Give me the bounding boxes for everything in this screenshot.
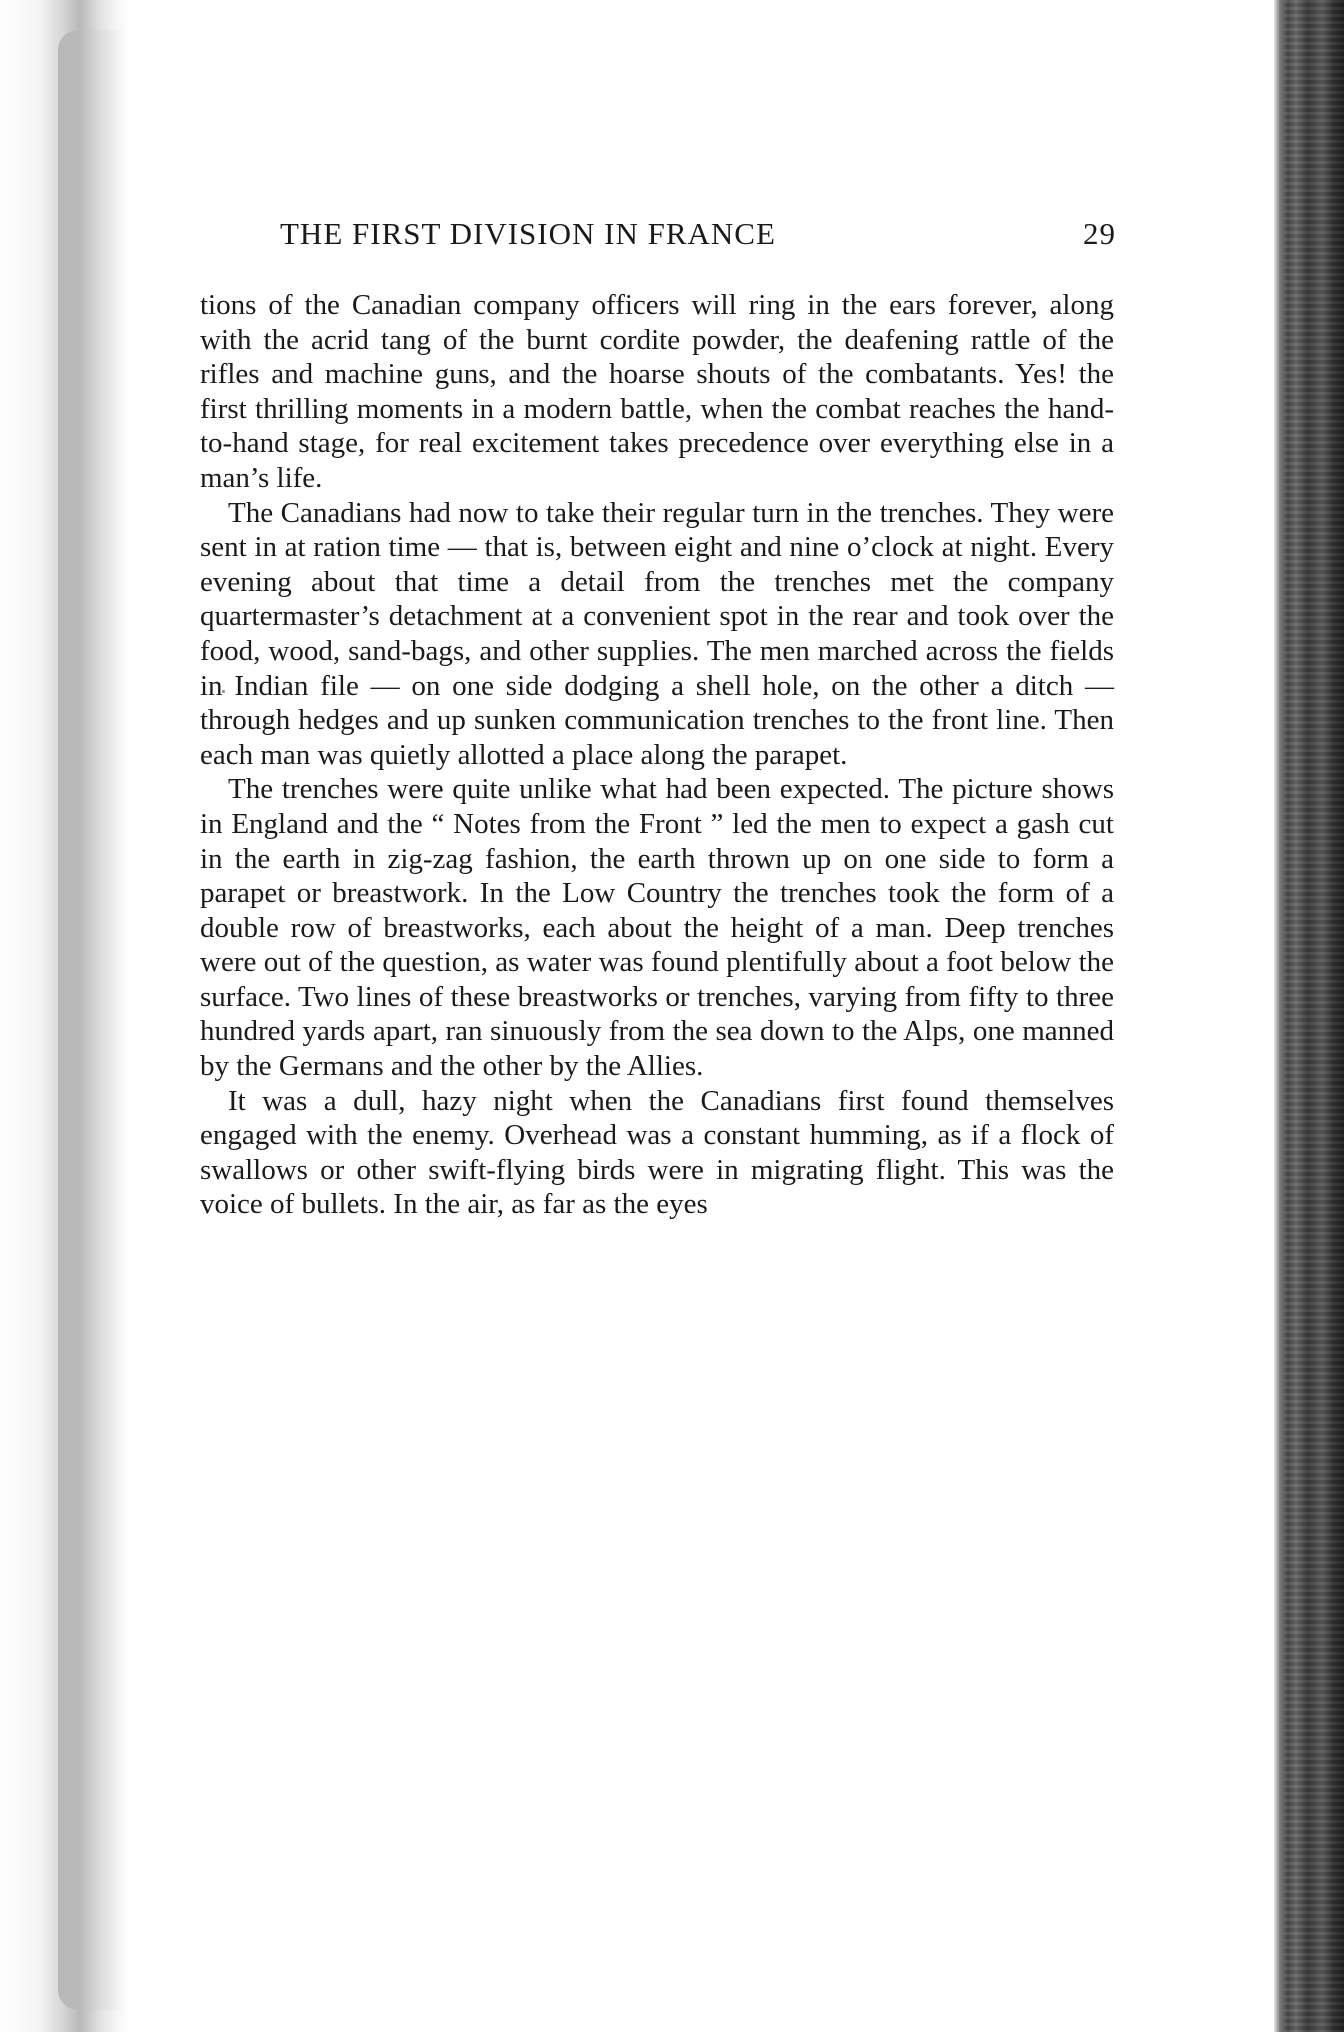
page-number: 29 [1083, 216, 1116, 251]
paragraph: The Canadians had now to take their regular turn in the trenches. They were sent in at ration time — that is, between eight and nine o’clock at night. Every evening about that time a detail from the trenches met the company quartermaster’s detachment at a convenient spot in the rear and took over the food, wood, sand-bags, and other supplies. The men marched across the fields in Indian file — on one side dodging a shell hole, on the other a ditch — through hedges and up sunken communication trenches to the front line. Then each man was quietly allotted a place along the parapet. [200, 496, 1114, 771]
paragraph: It was a dull, hazy night when the Canadians first found themselves engaged with the enemy. Overhead was a constant humming, as if a flock of swallows or other swift-flying birds were in migrating flight. This was the voice of bullets. In the air, as far as the eyes [200, 1084, 1114, 1221]
running-head-title: THE FIRST DIVISION IN FRANCE [280, 216, 776, 251]
page [130, 0, 1274, 2032]
paragraph-continued: tions of the Canadian company officers will ring in the ears forever, along with the acrid tang of the burnt cordite powder, the deafening rattle of the rifles and machine guns, and the hoarse shouts of the combatants. Yes! the first thrilling moments in a modern battle, when the combat reaches the hand-to-hand stage, for real excitement takes precedence over everything else in a man’s life. [200, 289, 1114, 494]
running-head [280, 216, 1116, 256]
gutter-shadow [58, 30, 128, 2010]
fore-edge-texture [1284, 0, 1344, 2032]
paragraph: The trenches were quite unlike what had been expected. The picture shows in England and the “ Notes from the Front ” led the men to expect a gash cut in the earth in zig-zag fashion, the earth thrown up on one side to form a parapet or breastwork. In the Low Country the trenches took the form of a double row of breastworks, each about the height of a man. Deep trenches were out of the question, as water was found plentifully about a foot below the surface. Two lines of these breastworks or trenches, varying from fifty to three hundred yards apart, ran sinuously from the sea down to the Alps, one manned by the Germans and the other by the Allies. [200, 773, 1114, 1083]
body-text [200, 288, 1114, 1222]
